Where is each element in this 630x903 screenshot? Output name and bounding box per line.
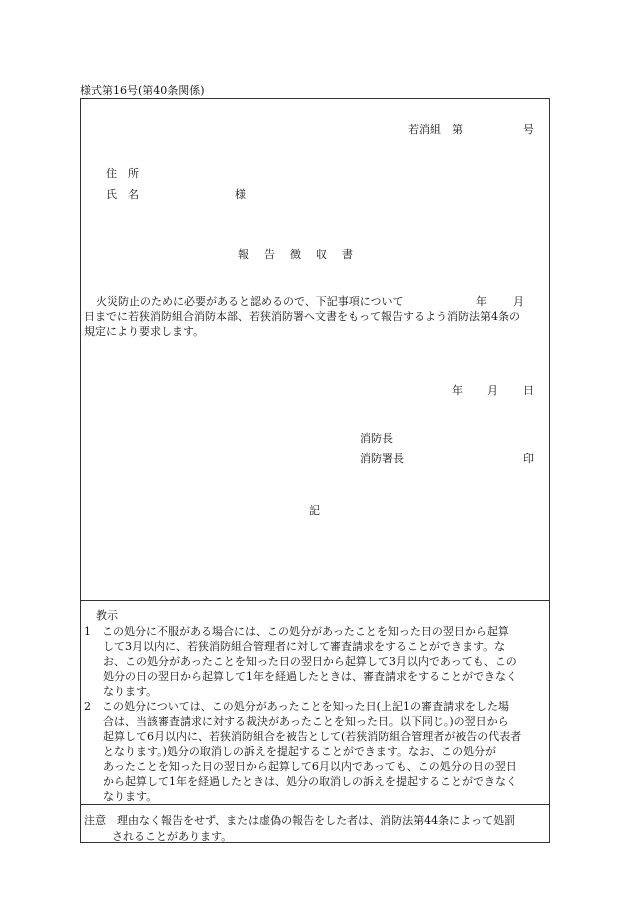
body-year-label: 年: [476, 295, 487, 308]
address-label: 住 所: [106, 167, 139, 180]
instruction-2-line-2: 合は、当該審査請求に対する裁決があったことを知った日。以下同じ。)の翌日から: [103, 715, 509, 728]
date-day-label: 日: [523, 384, 534, 397]
body-line-1: 火災防止のために必要があると認めるので、下記事項について: [96, 295, 404, 308]
name-label: 氏 名: [106, 188, 139, 201]
station-chief-label: 消防署長: [360, 452, 404, 465]
instructions-divider: [80, 600, 550, 601]
warning-divider: [80, 804, 550, 805]
instruction-1-line-1: 1 この処分に不服がある場合には、この処分があったことを知った日の翌日から起算: [84, 625, 509, 638]
instruction-2-line-5: あったことを知った日の翌日から起算して6月以内であっても、この処分の日の翌日: [103, 760, 517, 773]
seal-label: 印: [523, 452, 534, 465]
instruction-2-line-1: 2 この処分については、この処分があったことを知った日(上記1の審査請求をした場: [84, 700, 509, 713]
instruction-1-line-3: お、この処分があったことを知った日の翌日から起算して3月以内であっても、この: [103, 655, 517, 668]
document-title: 報告徴収書: [238, 248, 368, 261]
warning-line-2: されることがあります。: [112, 830, 233, 843]
body-line-3: 規定により要求します。: [84, 325, 205, 338]
instruction-2-line-4: となります。)処分の取消しの訴えを提起することができます。なお、この処分が: [103, 745, 497, 758]
notice-number-prefix: 若消組 第: [408, 123, 463, 136]
body-month-label: 月: [513, 295, 524, 308]
notice-number-suffix: 号: [523, 123, 534, 136]
instruction-2-line-7: なります。: [103, 790, 158, 803]
fire-chief-label: 消防長: [360, 432, 393, 445]
form-number-label: 様式第16号(第40条関係): [80, 84, 205, 97]
instruction-1-line-5: なります。: [103, 685, 158, 698]
date-year-label: 年: [452, 384, 463, 397]
instructions-title: 教示: [96, 609, 118, 622]
body-line-2: 日までに若狭消防組合消防本部、若狭消防署へ文書をもって報告するよう消防法第4条の: [84, 310, 520, 323]
date-month-label: 月: [487, 384, 498, 397]
name-honorific: 様: [235, 188, 246, 201]
instruction-2-line-6: から起算して1年を経過したときは、処分の取消しの訴えを提起することができなく: [103, 775, 517, 788]
instruction-2-line-3: 起算して6月以内に、若狭消防組合を被告として(若狭消防組合管理者が被告の代表者: [103, 730, 522, 743]
instruction-1-line-4: 処分の日の翌日から起算して1年を経過したときは、審査請求をすることができなく: [103, 670, 517, 683]
ki-heading: 記: [309, 504, 320, 517]
warning-line-1: 注意 理由なく報告をせず、または虚偽の報告をした者は、消防法第44条によって処罰: [84, 814, 516, 827]
instruction-1-line-2: して3月以内に、若狭消防組合管理者に対して審査請求をすることができます。な: [103, 640, 506, 653]
